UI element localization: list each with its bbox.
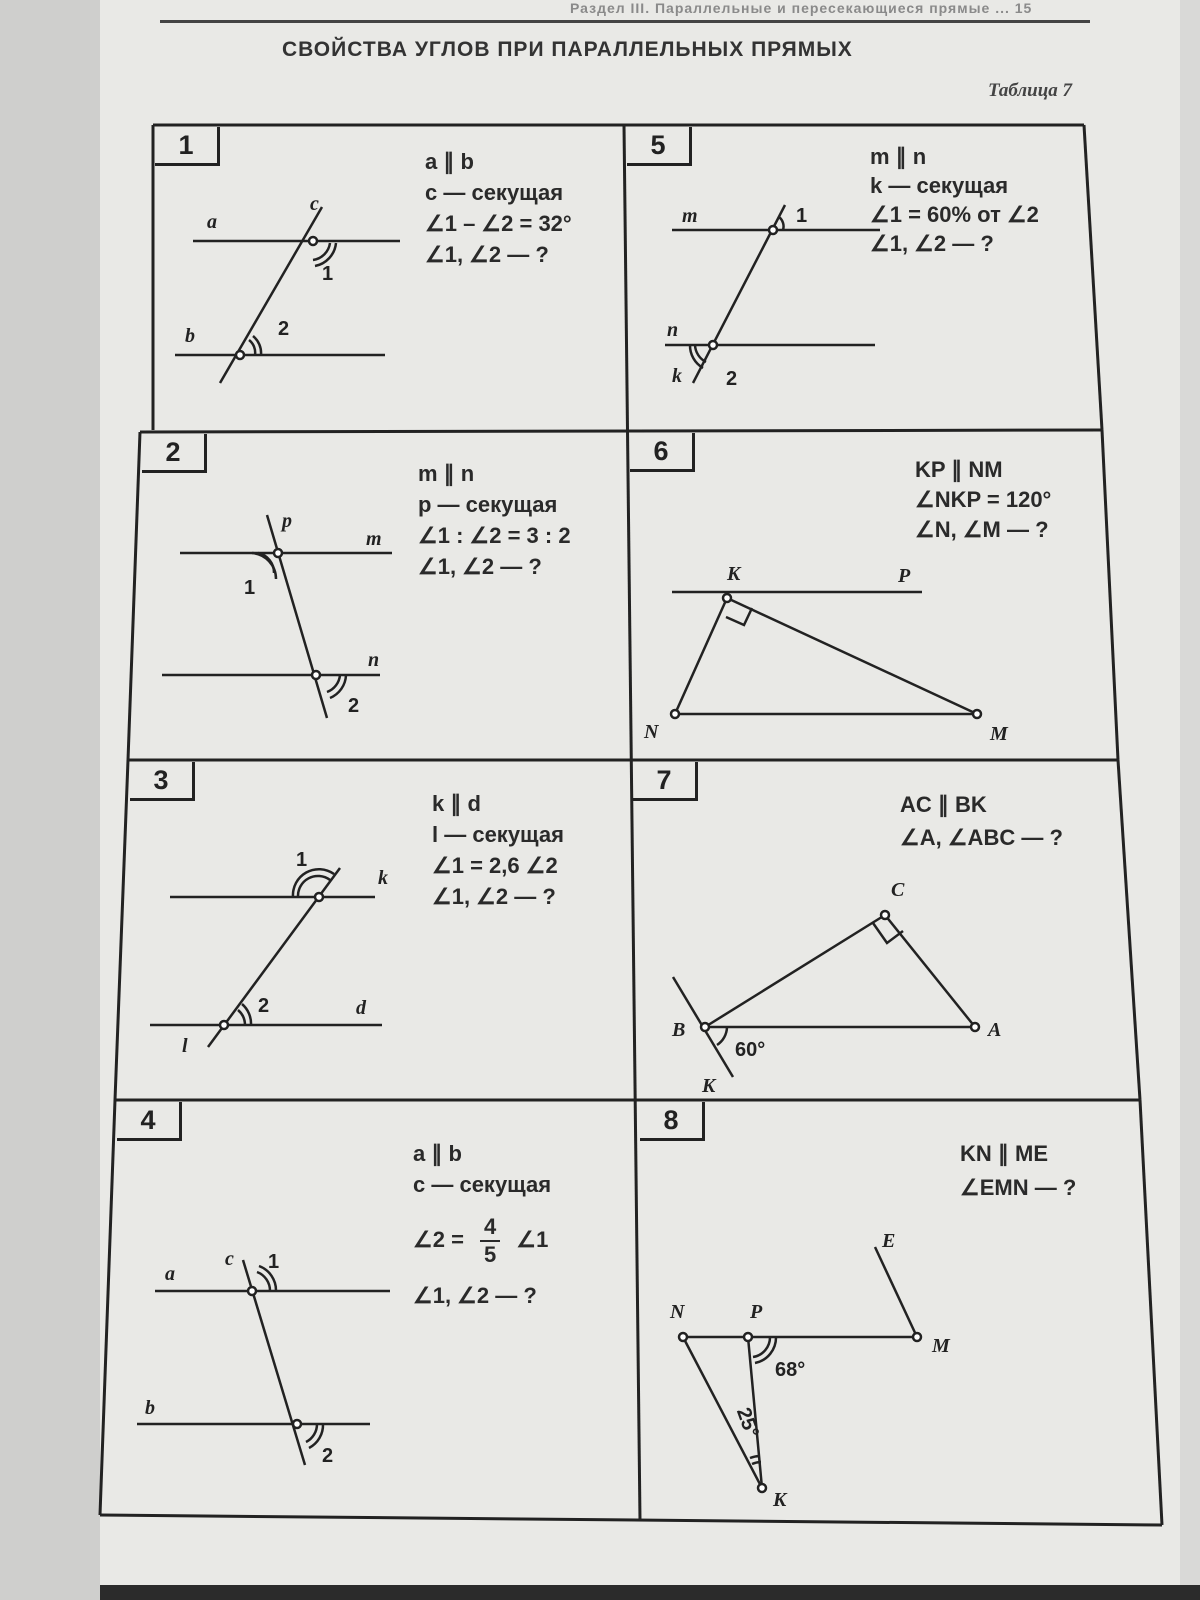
fig2-label-p: p — [282, 510, 292, 532]
cell-6-line: KP ∥ NM — [915, 457, 1003, 482]
page-title: СВОЙСТВА УГЛОВ ПРИ ПАРАЛЛЕЛЬНЫХ ПРЯМЫХ — [282, 38, 853, 61]
fig7-label-A: A — [988, 1019, 1002, 1041]
fig1-label-a: a — [207, 211, 217, 233]
fig8-label-E: E — [882, 1230, 896, 1252]
fig4-label-c: c — [225, 1248, 234, 1270]
fraction-numerator: 4 — [480, 1214, 500, 1242]
fig2-label-m: m — [366, 528, 382, 550]
cell-1-line: ∠1, ∠2 — ? — [425, 242, 549, 267]
fig3-label-d: d — [356, 997, 366, 1019]
fig3-label-l: l — [182, 1035, 188, 1057]
fig4-label-b: b — [145, 1397, 155, 1419]
cell-3-line: ∠1 = 2,6 ∠2 — [432, 853, 558, 878]
cell-4-line: a ∥ b — [413, 1141, 462, 1166]
fig8-label-N: N — [670, 1301, 685, 1323]
cell-6-line: ∠N, ∠M — ? — [915, 517, 1049, 542]
cell-5-line: k — секущая — [870, 173, 1009, 198]
fig4-angle-2: 2 — [322, 1445, 334, 1467]
fig5-label-n: n — [667, 319, 679, 341]
figure-2 — [162, 515, 392, 718]
cell-8-line: KN ∥ ME — [960, 1141, 1048, 1166]
fig4-angle-1: 1 — [268, 1251, 280, 1273]
figure-6 — [671, 592, 981, 718]
fig7-label-B: B — [672, 1019, 686, 1041]
fig8-label-M: M — [932, 1335, 950, 1357]
fig2-angle-1: 1 — [244, 577, 256, 599]
figure-1 — [175, 207, 400, 383]
fig2-label-n: n — [368, 649, 380, 671]
cell-number-4: 4 — [117, 1102, 182, 1141]
cell-number-3: 3 — [130, 762, 195, 801]
cell-3-text — [432, 788, 564, 912]
cell-1-line: c — секущая — [425, 180, 564, 205]
cell-4-formula — [413, 1214, 551, 1268]
cell-8-text — [960, 1137, 1076, 1205]
figure-4 — [137, 1260, 390, 1465]
cell-number-2: 2 — [142, 434, 207, 473]
cell-1-line: ∠1 – ∠2 = 32° — [425, 211, 572, 236]
cell-6-text — [915, 455, 1051, 545]
fig1-label-b: b — [185, 325, 195, 347]
cell-4-question: ∠1, ∠2 — ? — [413, 1283, 537, 1308]
cell-2-line: ∠1, ∠2 — ? — [418, 554, 542, 579]
fig3-angle-1: 1 — [296, 849, 308, 871]
fig6-label-K: K — [727, 563, 741, 585]
table-label: Таблица 7 — [988, 80, 1073, 101]
figure-7 — [673, 911, 979, 1077]
cell-5-line: ∠1 = 60% от ∠2 — [870, 202, 1039, 227]
fig8-label-K: K — [773, 1489, 787, 1511]
fig5-angle-2: 2 — [726, 368, 738, 390]
fig7-label-K: K — [702, 1075, 716, 1097]
fraction — [480, 1214, 500, 1268]
formula-left: ∠2 = — [413, 1226, 464, 1252]
figure-3 — [150, 868, 382, 1047]
cell-4-text — [413, 1138, 551, 1311]
fig5-angle-1: 1 — [796, 205, 808, 227]
fig3-label-k: k — [378, 867, 388, 889]
fig8-angle-25: 25° — [731, 1404, 763, 1441]
cell-1-text — [425, 146, 572, 270]
fig1-angle-1: 1 — [322, 263, 334, 285]
fig1-label-c: c — [310, 193, 319, 215]
fig6-label-N: N — [644, 721, 659, 743]
cell-2-line: p — секущая — [418, 492, 558, 517]
cell-number-1: 1 — [155, 127, 220, 166]
fig8-label-P: P — [750, 1301, 763, 1323]
fig3-angle-2: 2 — [258, 995, 270, 1017]
cell-number-5: 5 — [627, 127, 692, 166]
cell-5-line: m ∥ n — [870, 144, 927, 169]
cell-2-line: m ∥ n — [418, 461, 475, 486]
fig7-label-C: C — [891, 879, 905, 901]
cell-3-line: k ∥ d — [432, 791, 481, 816]
cell-7-line: AC ∥ BK — [900, 792, 987, 817]
figure-5 — [665, 205, 880, 383]
cell-1-line: a ∥ b — [425, 149, 474, 174]
fig8-angle-68: 68° — [775, 1359, 806, 1381]
fig6-label-M: M — [990, 723, 1008, 745]
fig6-label-P: P — [898, 565, 911, 587]
fraction-denominator: 5 — [484, 1242, 497, 1267]
cell-6-line: ∠NKP = 120° — [915, 487, 1052, 512]
cell-number-8: 8 — [640, 1102, 705, 1141]
cell-3-line: l — секущая — [432, 822, 564, 847]
fig7-angle-60: 60° — [735, 1039, 766, 1061]
fig4-label-a: a — [165, 1263, 175, 1285]
cell-2-line: ∠1 : ∠2 = 3 : 2 — [418, 523, 571, 548]
cell-2-text — [418, 458, 571, 582]
cell-7-text — [900, 788, 1063, 854]
fig2-angle-2: 2 — [348, 695, 360, 717]
cell-8-line: ∠EMN — ? — [960, 1175, 1077, 1200]
cell-5-text — [870, 142, 1039, 258]
cell-3-line: ∠1, ∠2 — ? — [432, 884, 556, 909]
cell-number-6: 6 — [630, 433, 695, 472]
cell-number-7: 7 — [633, 762, 698, 801]
bottom-edge — [100, 1585, 1200, 1600]
formula-right: ∠1 — [516, 1226, 549, 1252]
fig5-label-m: m — [682, 205, 698, 227]
running-head: Раздел III. Параллельные и пересекающиеся прямые ... 15 — [570, 0, 1033, 16]
cell-5-line: ∠1, ∠2 — ? — [870, 231, 994, 256]
fig1-angle-2: 2 — [278, 318, 290, 340]
cell-4-line: c — секущая — [413, 1172, 552, 1197]
cell-7-line: ∠A, ∠ABC — ? — [900, 825, 1063, 850]
fig5-label-k: k — [672, 365, 682, 387]
